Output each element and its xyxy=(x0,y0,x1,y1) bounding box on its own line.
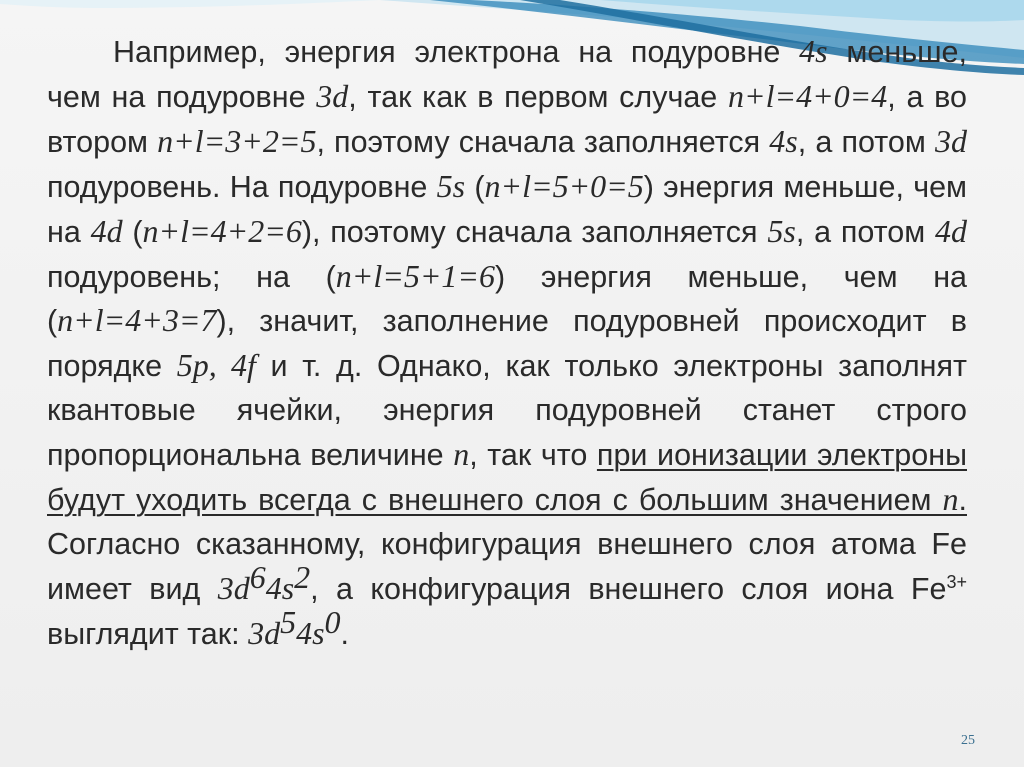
formula-n-plus-l: n+l=5+0=5 xyxy=(484,167,644,204)
text-segment: . xyxy=(958,483,967,518)
sublevel-5s: 5s xyxy=(436,167,466,204)
text-segment: Например, энергия электрона на подуровне xyxy=(113,35,800,69)
text-segment: ( xyxy=(122,214,143,249)
body-paragraph xyxy=(47,30,967,657)
sublevel-4d: 4d xyxy=(90,212,123,249)
config-fe3-3d: 3d xyxy=(248,614,281,651)
config-fe-3d-exp: 6 xyxy=(249,558,266,595)
formula-n-plus-l: n+l=4+3=7 xyxy=(57,302,217,339)
sublevel-3d: 3d xyxy=(934,122,967,159)
config-fe-4s-exp: 2 xyxy=(294,558,311,595)
text-segment: ) энергия меньше, чем на xyxy=(47,169,968,249)
config-fe3-4s: 4s xyxy=(296,614,325,651)
quantum-number-n: n xyxy=(942,481,959,518)
text-segment: , а конфигурация внешнего слоя иона Fe xyxy=(310,571,947,606)
text-segment: подуровень. На подуровне xyxy=(47,169,437,204)
config-fe-4s: 4s xyxy=(265,569,295,606)
text-segment: ( xyxy=(465,169,485,204)
text-segment: , поэтому сначала заполняется xyxy=(316,124,770,159)
text-segment: . xyxy=(340,616,349,651)
text-segment: , так как в первом случае xyxy=(348,79,728,114)
text-segment: , а потом xyxy=(795,214,935,249)
text-segment: выглядит так: xyxy=(47,616,249,651)
sublevels-5p-4f: 5p, 4f xyxy=(176,347,256,384)
text-segment: подуровень; на ( xyxy=(47,259,336,294)
sublevel-4s: 4s xyxy=(799,33,828,69)
quantum-number-n: n xyxy=(453,436,470,473)
formula-n-plus-l: n+l=3+2=5 xyxy=(157,122,317,159)
config-fe3-3d-exp: 5 xyxy=(280,603,297,640)
sublevel-5s: 5s xyxy=(767,212,796,249)
text-segment: меньше, чем на подуровне xyxy=(47,35,967,114)
config-fe3-4s-exp: 0 xyxy=(324,603,341,640)
text-segment: , а потом xyxy=(797,124,935,159)
ion-charge: 3+ xyxy=(946,571,967,592)
config-fe-3d: 3d xyxy=(217,569,250,606)
sublevel-4d: 4d xyxy=(935,212,967,249)
formula-n-plus-l: n+l=5+1=6 xyxy=(335,257,496,294)
formula-n-plus-l: n+l=4+2=6 xyxy=(142,212,302,249)
text-segment: Согласно сказанному, конфигурация внешнего слоя атома Fe имеет вид xyxy=(47,526,967,606)
text-segment: ), значит, заполнение подуровней происходит в порядке xyxy=(47,304,967,384)
sublevel-4s: 4s xyxy=(769,122,798,159)
text-segment: , а во втором xyxy=(47,79,967,159)
text-segment: и т. д. Однако, как только электроны заполнят квантовые ячейки, энергия подуровней станет строго пропорциональна величине xyxy=(47,349,967,473)
sublevel-3d: 3d xyxy=(316,77,349,114)
text-segment: при ионизации электроны будут уходить всегда с внешнего слоя с большим значением xyxy=(47,438,967,518)
page-number: 25 xyxy=(961,733,975,748)
text-segment: ), поэтому сначала заполняется xyxy=(301,214,768,249)
formula-n-plus-l: n+l=4+0=4 xyxy=(728,77,888,114)
text-segment: ) энергия меньше, чем на ( xyxy=(47,259,967,339)
text-segment: , так что xyxy=(469,438,597,473)
